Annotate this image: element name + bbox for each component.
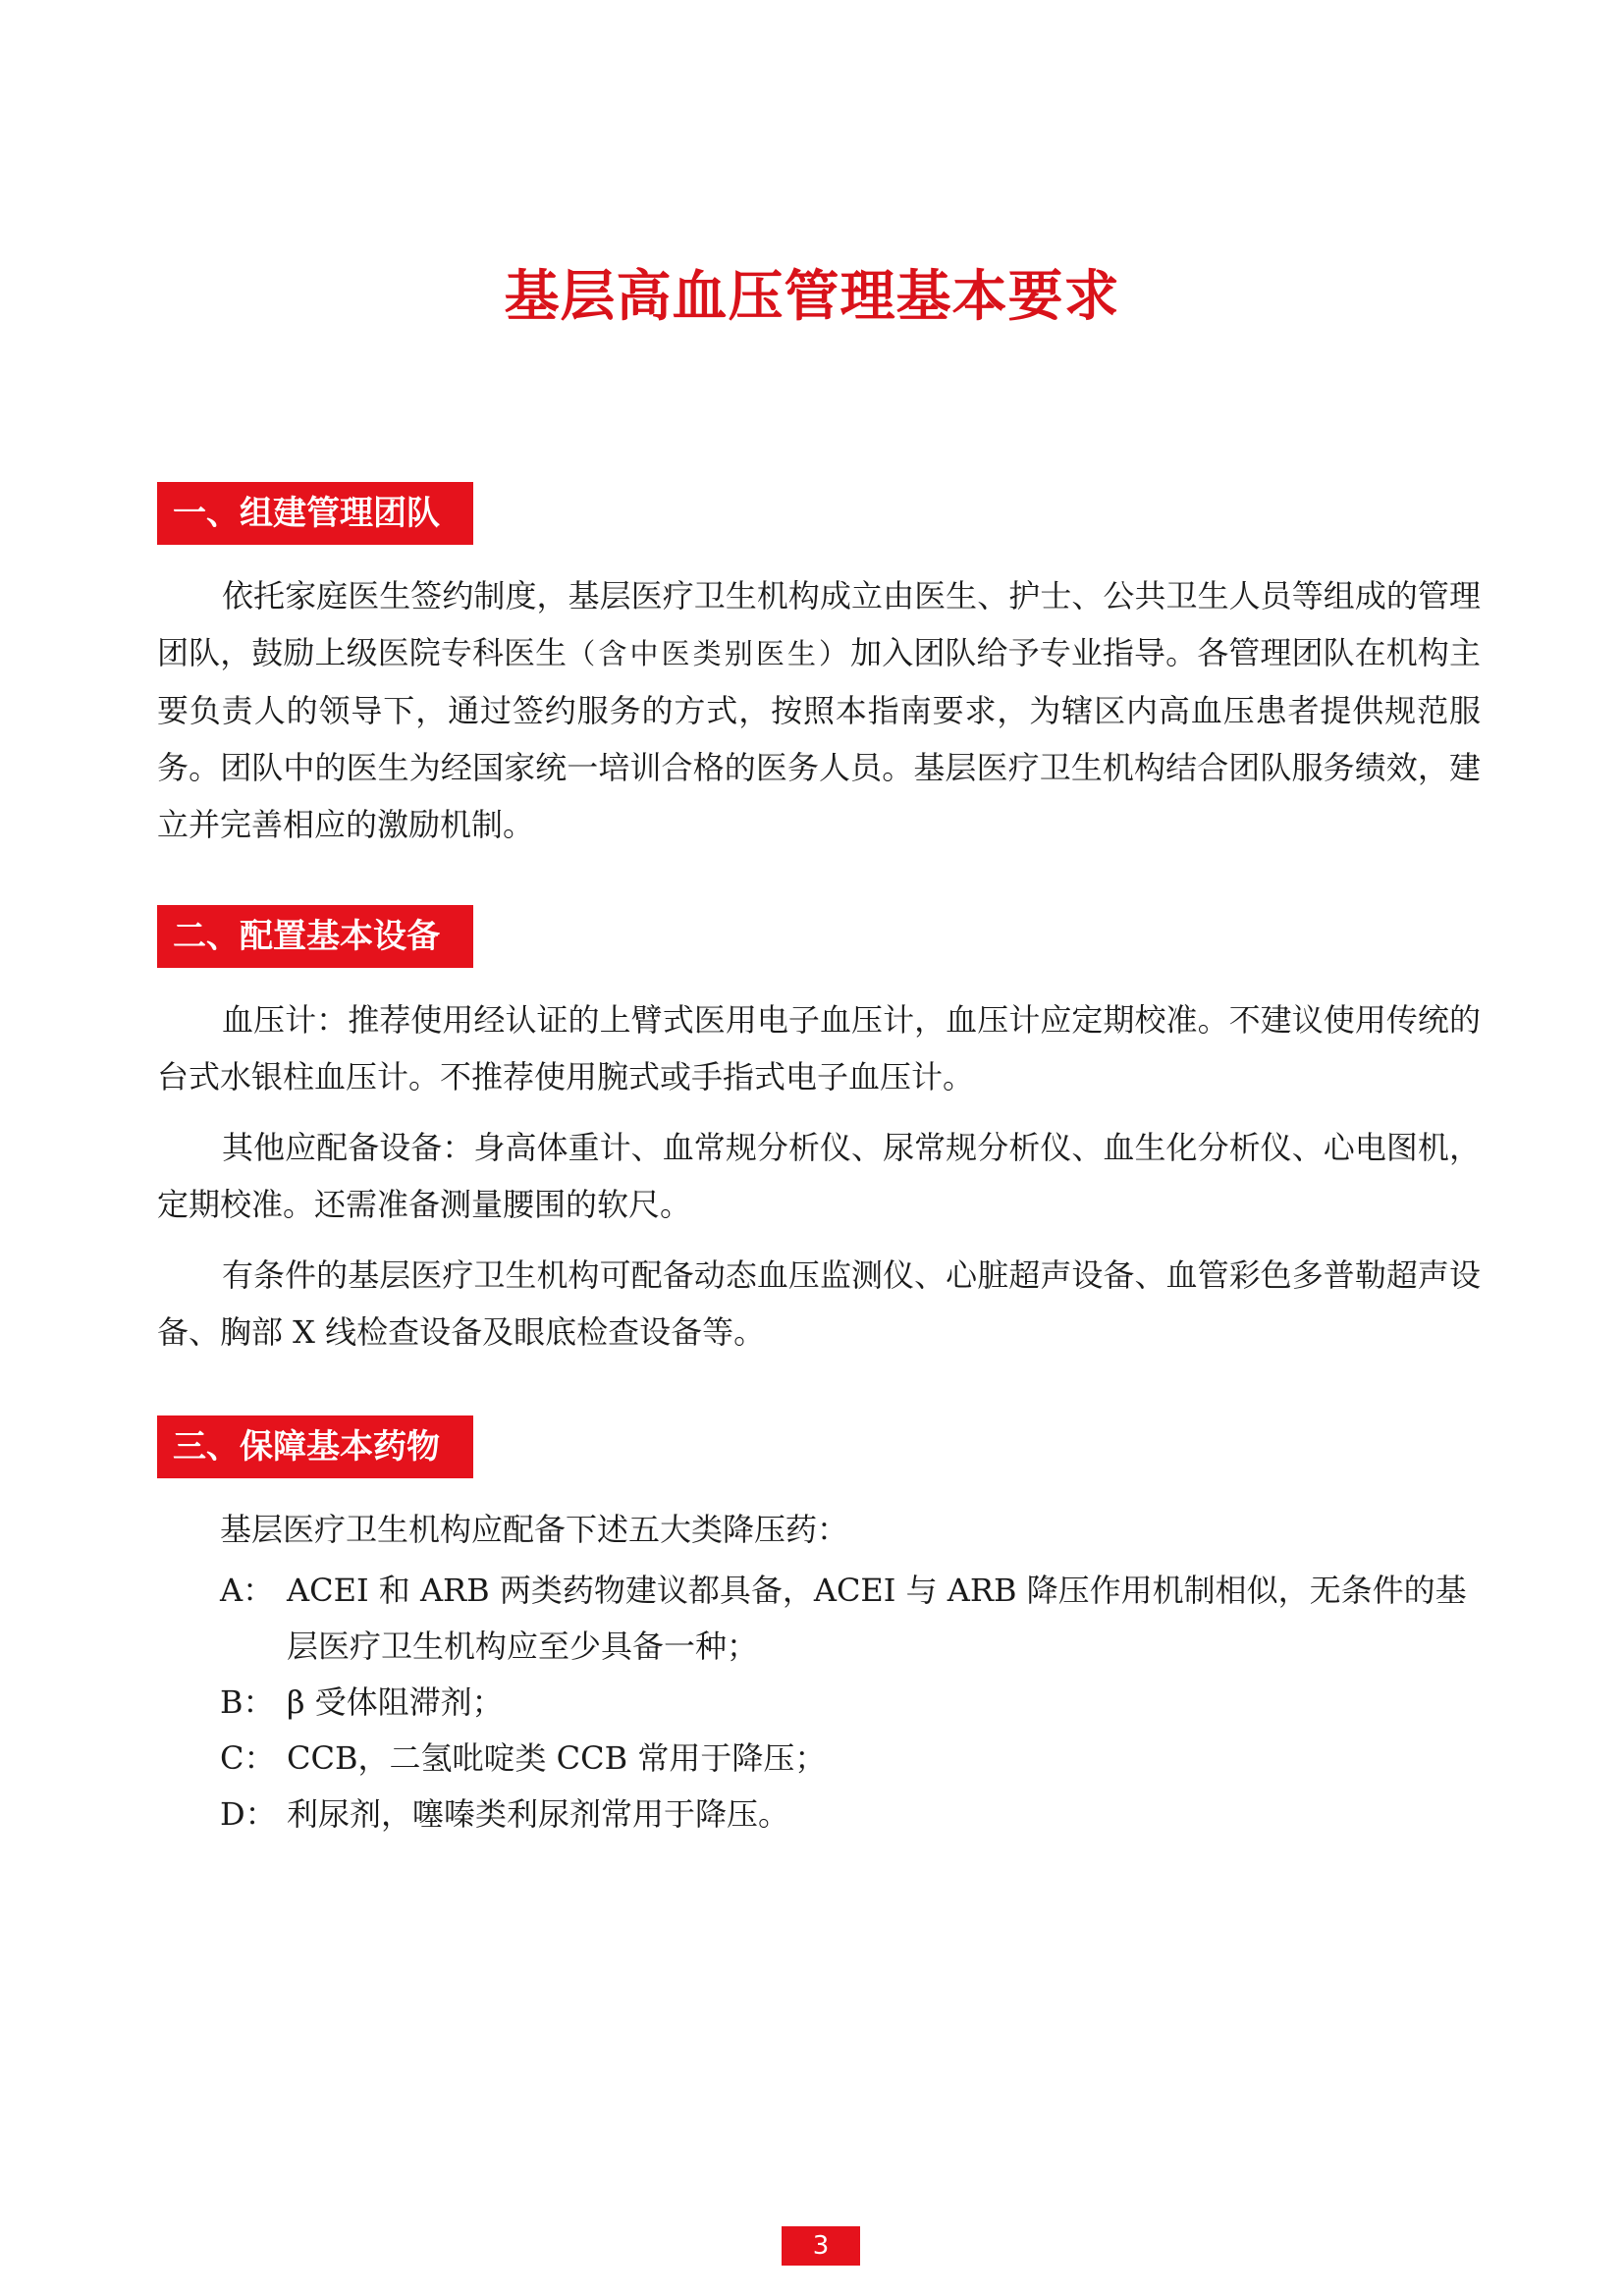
paragraph-team-part2: 加入团队给予专业指导。各管理团队在机构主要负责人的领导下，通过签约服务的方式，按照本指南要求，为辖区内高血压患者提供规范服务。团队中的医生为经国家统一培训合格的医务人员。基层医疗卫生机构结合团队服务绩效，建立并完善相应的激励机制。: [157, 634, 1481, 843]
list-item-b: [220, 1674, 1487, 1731]
paragraph-bp-monitor: 血压计：推荐使用经认证的上臂式医用电子血压计，血压计应定期校准。不建议使用传统的台式水银柱血压计。不推荐使用腕式或手指式电子血压计。: [157, 1001, 1481, 1095]
list-item-a-label: A：: [220, 1572, 275, 1609]
list-item-d: [220, 1786, 1487, 1842]
list-item-a-text: ACEI 和 ARB 两类药物建议都具备，ACEI 与 ARB 降压作用机制相似，无条件的基: [287, 1572, 1467, 1609]
section-heading-team: 一、组建管理团队: [157, 482, 473, 545]
list-item-c-label: C：: [220, 1739, 276, 1777]
list-item-b-text: β 受体阻滞剂；: [287, 1683, 504, 1721]
paragraph-team: [157, 567, 1481, 853]
page-title: 基层高血压管理基本要求: [504, 264, 1120, 329]
list-item-c-text: CCB，二氢吡啶类 CCB 常用于降压；: [287, 1739, 827, 1777]
section-heading-medicine: 三、保障基本药物: [157, 1415, 473, 1478]
paragraph-other-equipment: 其他应配备设备：身高体重计、血常规分析仪、尿常规分析仪、血生化分析仪、心电图机，定期校准。还需准备测量腰围的软尺。: [157, 1129, 1481, 1223]
medicine-intro: 基层医疗卫生机构应配备下述五大类降压药：: [220, 1511, 849, 1548]
paragraph-optional-equipment: 有条件的基层医疗卫生机构可配备动态血压监测仪、心脏超声设备、血管彩色多普勒超声设备、胸部 X 线检查设备及眼底检查设备等。: [157, 1256, 1481, 1351]
list-item-c: [220, 1730, 1487, 1787]
section-heading-equipment: 二、配置基本设备: [157, 905, 473, 968]
page-number: 3: [782, 2226, 860, 2266]
list-item-d-label: D：: [220, 1795, 277, 1833]
list-item-a: [220, 1562, 1487, 1619]
paragraph-team-part1: 依托家庭医生签约制度，基层医疗卫生机构成立由医生、护士、公共卫生人员等组成的管理团队，鼓励上级医院专科医生: [157, 577, 1481, 671]
list-item-b-label: B：: [220, 1683, 275, 1721]
paragraph-team-note: （含中医类别医生）: [567, 637, 851, 670]
list-item-d-text: 利尿剂，噻嗪类利尿剂常用于降压。: [287, 1795, 790, 1833]
list-item-a-continuation: 层医疗卫生机构应至少具备一种；: [287, 1628, 759, 1665]
